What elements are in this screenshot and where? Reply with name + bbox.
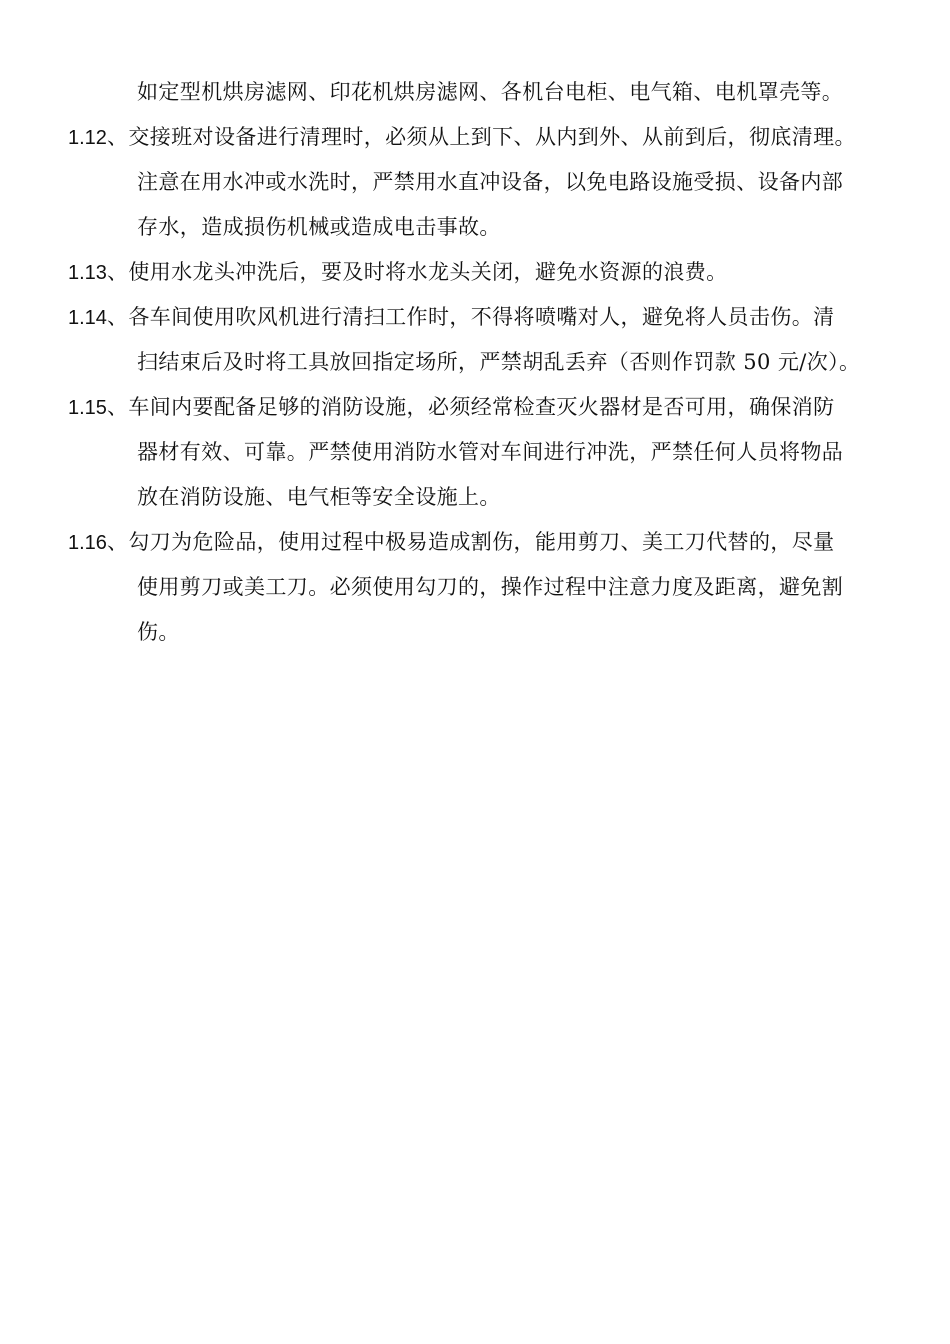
item-separator: 、 [106, 395, 129, 419]
line-text: 使用剪刀或美工刀。必须使用勾刀的，操作过程中注意力度及距离，避免割 [137, 575, 844, 599]
text-line [137, 168, 843, 196]
list-item-1-14 [68, 303, 835, 332]
text-line [137, 573, 843, 601]
list-item-1-16 [68, 528, 835, 557]
text-line [137, 618, 180, 646]
item-separator: 、 [106, 305, 129, 329]
line-text: 伤。 [137, 620, 180, 644]
text-line [137, 213, 501, 241]
item-text: 各车间使用吹风机进行清扫工作时，不得将喷嘴对人，避免将人员击伤。清 [128, 305, 835, 329]
list-item-1-12 [68, 123, 856, 152]
item-text: 勾刀为危险品，使用过程中极易造成割伤，能用剪刀、美工刀代替的，尽量 [128, 530, 835, 554]
line-text: 存水，造成损伤机械或造成电击事故。 [137, 215, 501, 239]
line-text: 器材有效、可靠。严禁使用消防水管对车间进行冲洗，严禁任何人员将物品 [137, 440, 844, 464]
item-number: 1.16 [68, 532, 107, 554]
text-line [137, 483, 501, 511]
line-text: 扫结束后及时将工具放回指定场所，严禁胡乱丢弃（否则作罚款 50 元/次）。 [137, 350, 861, 374]
text-line [137, 348, 860, 376]
list-item-1-15 [68, 393, 835, 422]
item-number: 1.14 [68, 307, 107, 329]
item-number: 1.13 [68, 262, 107, 284]
item-number: 1.15 [68, 397, 107, 419]
line-text: 放在消防设施、电气柜等安全设施上。 [137, 485, 501, 509]
item-separator: 、 [106, 260, 129, 284]
list-item-1-13 [68, 258, 728, 287]
item-text: 车间内要配备足够的消防设施，必须经常检查灭火器材是否可用，确保消防 [128, 395, 835, 419]
item-separator: 、 [106, 530, 129, 554]
text-line [137, 78, 843, 106]
item-text: 交接班对设备进行清理时，必须从上到下、从内到外、从前到后，彻底清理。 [128, 125, 856, 149]
text-line [137, 438, 843, 466]
item-number: 1.12 [68, 127, 107, 149]
item-separator: 、 [106, 125, 129, 149]
line-text: 注意在用水冲或水洗时，严禁用水直冲设备，以免电路设施受损、设备内部 [137, 170, 844, 194]
item-text: 使用水龙头冲洗后，要及时将水龙头关闭，避免水资源的浪费。 [128, 260, 728, 284]
line-text: 如定型机烘房滤网、印花机烘房滤网、各机台电柜、电气箱、电机罩壳等。 [137, 80, 844, 104]
